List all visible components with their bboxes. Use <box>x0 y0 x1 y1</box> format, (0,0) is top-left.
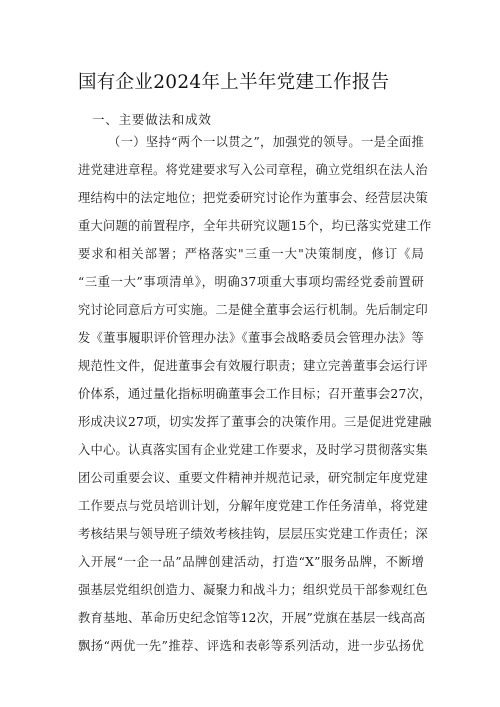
paragraph-line: 飘扬“两优一先”推荐、评选和表彰等系列活动，进一步弘扬优 <box>78 639 424 653</box>
paragraph-line: 价体系，通过量化指标明确董事会工作目标；召开董事会27次， <box>78 387 432 401</box>
paragraph-line: 工作要点与党员培训计划，分解年度党建工作任务清单，将党建 <box>78 499 428 513</box>
paragraph-line: 发《董事履职评价管理办法》《董事会战略委员会管理办法》等 <box>78 331 424 345</box>
paragraph-line: 究讨论同意后方可实施。二是健全董事会运行机制。先后制定印 <box>78 303 428 317</box>
paragraph-line: （一）坚持“两个一以贯之”，加强党的领导。一是全面推 <box>108 135 424 149</box>
paragraph-line: 团公司重要会议、重要文件精神并规范记录，研究制定年度党建 <box>78 471 428 485</box>
document-title: 国有企业2024年上半年党建工作报告 <box>78 72 390 93</box>
paragraph-line: 要求和相关部署；严格落实"三重一大"决策制度，修订《局 <box>78 247 424 261</box>
paragraph-line: “三重一大”事项清单》，明确37项重大事项均需经党委前置研 <box>78 275 424 289</box>
paragraph-line: 理结构中的法定地位；把党委研究讨论作为董事会、经营层决策 <box>78 191 428 205</box>
paragraph-line: 入开展“一企一品”品牌创建活动，打造“X”服务品牌，不断增 <box>78 555 424 569</box>
paragraph-line: 重大问题的前置程序，全年共研究议题15个，均已落实党建工作 <box>78 219 432 233</box>
paragraph-line: 形成决议27项，切实发挥了董事会的决策作用。三是促进党建融 <box>78 415 432 429</box>
paragraph-line: 入中心。认真落实国有企业党建工作要求，及时学习贯彻落实集 <box>78 443 428 457</box>
paragraph-line: 强基层党组织创造力、凝聚力和战斗力；组织党员干部参观红色 <box>78 583 428 597</box>
section-heading: 一、主要做法和成效 <box>92 112 212 127</box>
paragraph-line: 教育基地、革命历史纪念馆等12次，开展”党旗在基层一线高高 <box>78 611 426 625</box>
paragraph-line: 考核结果与领导班子绩效考核挂钩，层层压实党建工作责任；深 <box>78 527 428 541</box>
paragraph-line: 规范性文件，促进董事会有效履行职责；建立完善董事会运行评 <box>78 359 428 373</box>
paragraph-line: 进党建进章程。将党建要求写入公司章程，确立党组织在法人治 <box>78 163 428 177</box>
